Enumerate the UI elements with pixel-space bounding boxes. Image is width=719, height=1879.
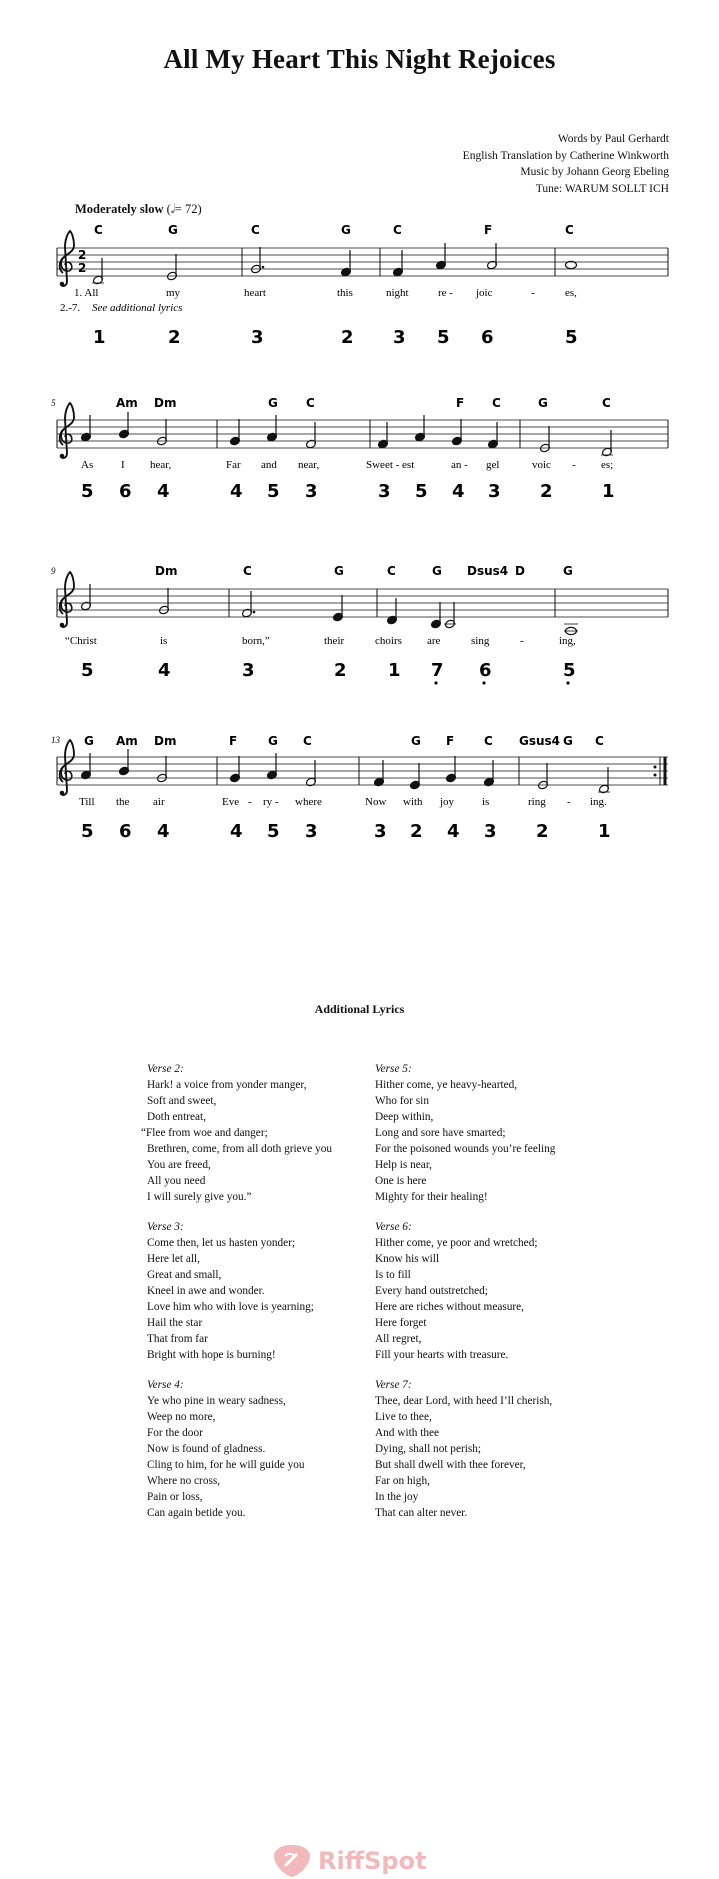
scale-number: 3 xyxy=(393,327,406,348)
verse-line: Is to fill xyxy=(375,1269,411,1281)
scale-number: 4 xyxy=(452,481,465,502)
lyric: gel xyxy=(486,459,500,471)
scale-number: 2 xyxy=(536,821,549,842)
verse-7 xyxy=(375,1377,552,1521)
chord: F xyxy=(484,223,493,237)
lyric: the xyxy=(116,796,130,808)
scale-number: 6 xyxy=(119,481,132,502)
scale-number: 1 xyxy=(602,481,615,502)
chord: Gsus4 xyxy=(519,734,561,748)
verse-line: Pain or loss, xyxy=(147,1491,203,1503)
logo-text: RiffSpot xyxy=(318,1847,427,1875)
chord: Dm xyxy=(154,734,177,748)
lyric: - xyxy=(531,287,535,299)
lyric: es, xyxy=(565,287,577,299)
scale-number: 5 xyxy=(563,660,576,681)
verse-6 xyxy=(375,1219,538,1363)
treble-clef-icon xyxy=(60,403,74,458)
chord: G xyxy=(411,734,421,748)
lyric: I xyxy=(121,459,125,471)
chord: C xyxy=(602,396,611,410)
chord: G xyxy=(432,564,442,578)
scale-number: 3 xyxy=(251,327,264,348)
chord: C xyxy=(306,396,315,410)
measure-number: 9 xyxy=(51,566,56,576)
verse-line: Hail the star xyxy=(147,1317,203,1329)
verse-line: Who for sin xyxy=(375,1095,429,1107)
scale-number: 2 xyxy=(334,660,347,681)
chord: G xyxy=(84,734,94,748)
scale-number: 6 xyxy=(479,660,492,681)
lyric: es; xyxy=(601,459,614,471)
verse-line: Bright with hope is burning! xyxy=(147,1349,276,1361)
scale-number: 1 xyxy=(388,660,401,681)
verse-line: Hark! a voice from yonder manger, xyxy=(147,1079,307,1091)
lyric: re - xyxy=(438,287,453,299)
verse-line: Where no cross, xyxy=(147,1475,221,1487)
verse-line: Thee, dear Lord, with heed I’ll cherish, xyxy=(375,1395,553,1407)
scale-number: 5 xyxy=(415,481,428,502)
measure-number: 5 xyxy=(51,398,56,408)
time-sig-top: 2 xyxy=(78,248,87,262)
system-3 xyxy=(51,564,668,685)
lyric: heart xyxy=(244,287,266,299)
verse-line: You are freed, xyxy=(147,1159,211,1171)
scale-number: 3 xyxy=(484,821,497,842)
chord: C xyxy=(484,734,493,748)
verse-note-text: See additional lyrics xyxy=(92,302,183,314)
verse-line: Live to thee, xyxy=(375,1411,432,1423)
tempo-open-paren: ( xyxy=(166,202,171,216)
lyric: - xyxy=(520,635,524,647)
chord: C xyxy=(387,564,396,578)
tempo-bpm: = 72) xyxy=(174,202,202,216)
lyric: Sweet - est xyxy=(366,459,415,471)
verse-line: For the poisoned wounds you’re feeling xyxy=(375,1143,556,1155)
lyric: - xyxy=(248,796,252,808)
chord: C xyxy=(243,564,252,578)
scale-number: 6 xyxy=(119,821,132,842)
scale-number: 5 xyxy=(565,327,578,348)
scale-number: 6 xyxy=(481,327,494,348)
verse-line: In the joy xyxy=(375,1491,419,1503)
lyric: air xyxy=(153,796,165,808)
verse-label: Verse 7: xyxy=(375,1379,412,1391)
guitar-pick-icon xyxy=(272,1843,312,1879)
scale-number: 3 xyxy=(378,481,391,502)
lyric: joic xyxy=(476,287,493,299)
verse-line: Cling to him, for he will guide you xyxy=(147,1459,305,1471)
verse-3 xyxy=(147,1219,314,1363)
chord: C xyxy=(393,223,402,237)
scale-number: 1 xyxy=(93,327,106,348)
lyric: born,” xyxy=(242,635,270,647)
lyric: As xyxy=(81,459,94,471)
chord: Am xyxy=(116,734,138,748)
lyric: ry - xyxy=(263,796,279,808)
scale-number: 2 xyxy=(168,327,181,348)
chord: G xyxy=(563,564,573,578)
system-2 xyxy=(51,396,668,502)
additional-lyrics-title: Additional Lyrics xyxy=(314,1002,405,1016)
lyric: Now xyxy=(365,796,387,808)
verse-line: Far on high, xyxy=(375,1475,430,1487)
chord: C xyxy=(565,223,574,237)
verse-2 xyxy=(141,1061,333,1205)
chord: Dm xyxy=(154,396,177,410)
chord: C xyxy=(303,734,312,748)
lyric: - xyxy=(572,459,576,471)
verse-label: Verse 5: xyxy=(375,1063,412,1075)
scale-number: 7 xyxy=(431,660,444,681)
lyric: this xyxy=(337,287,353,299)
verse-line: Brethren, come, from all doth grieve you xyxy=(147,1143,333,1155)
verse-line: Kneel in awe and wonder. xyxy=(147,1285,265,1297)
verse-line: Ye who pine in weary sadness, xyxy=(147,1395,286,1407)
verse-line: Great and small, xyxy=(147,1269,222,1281)
lyric: near, xyxy=(298,459,320,471)
lyric: Eve xyxy=(222,796,240,808)
credit-words: Words by Paul Gerhardt xyxy=(557,133,669,145)
verse-line: Come then, let us hasten yonder; xyxy=(147,1237,296,1249)
verse-label: Verse 3: xyxy=(147,1221,184,1233)
treble-clef-icon xyxy=(60,231,74,286)
scale-number: 4 xyxy=(447,821,460,842)
scale-number: 2 xyxy=(410,821,423,842)
lyric: my xyxy=(166,287,181,299)
verse-line: Mighty for their healing! xyxy=(375,1191,488,1203)
chord: G xyxy=(268,734,278,748)
chord: F xyxy=(446,734,455,748)
scale-number: 4 xyxy=(230,481,243,502)
verse-4 xyxy=(147,1377,305,1521)
scale-number: 2 xyxy=(540,481,553,502)
scale-number: 5 xyxy=(81,821,94,842)
scale-number: 4 xyxy=(230,821,243,842)
lyric: and xyxy=(261,459,277,471)
verse-line: Here are riches without measure, xyxy=(375,1301,524,1313)
verse-line: Dying, shall not perish; xyxy=(375,1443,482,1455)
lyric: joy xyxy=(440,796,455,808)
lyric: an - xyxy=(451,459,468,471)
verse-line: Here forget xyxy=(375,1317,427,1329)
treble-clef-icon xyxy=(60,740,74,795)
verse-line: Love him who with love is yearning; xyxy=(147,1301,314,1313)
scale-number: 5 xyxy=(267,821,280,842)
verse-line: All you need xyxy=(147,1175,206,1187)
chord: G xyxy=(268,396,278,410)
scale-number: 3 xyxy=(488,481,501,502)
lyric: choirs xyxy=(375,635,402,647)
chord: Dsus4 xyxy=(467,564,509,578)
lyric: - xyxy=(567,796,571,808)
lyric: night xyxy=(386,287,409,299)
verse-line: All regret, xyxy=(375,1333,422,1345)
verse-line: Soft and sweet, xyxy=(147,1095,217,1107)
verse-line: Can again betide you. xyxy=(147,1507,246,1519)
verse-line: Weep no more, xyxy=(147,1411,216,1423)
verse-line: That from far xyxy=(147,1333,208,1345)
chord: Dm xyxy=(155,564,178,578)
verse-line: For the door xyxy=(147,1427,203,1439)
scale-number: 2 xyxy=(341,327,354,348)
scale-number: 3 xyxy=(305,481,318,502)
scale-number: 4 xyxy=(157,481,170,502)
lyric: with xyxy=(403,796,423,808)
system-4 xyxy=(51,734,668,842)
treble-clef-icon xyxy=(60,572,74,627)
lyric: their xyxy=(324,635,345,647)
lyric: ring xyxy=(528,796,546,808)
scale-number: 5 xyxy=(81,660,94,681)
verse-line: Hither come, ye heavy-hearted, xyxy=(375,1079,518,1091)
verse-line: Every hand outstretched; xyxy=(375,1285,488,1297)
scale-number: 5 xyxy=(437,327,450,348)
time-sig-bottom: 2 xyxy=(78,261,87,275)
verse-line: Fill your hearts with treasure. xyxy=(375,1349,509,1361)
riffspot-logo xyxy=(272,1843,427,1879)
credit-music: Music by Johann Georg Ebeling xyxy=(520,166,669,178)
lyric: is xyxy=(482,796,490,808)
credit-tune: Tune: WARUM SOLLT ICH xyxy=(535,182,669,195)
verse-line: Now is found of gladness. xyxy=(147,1443,266,1455)
scale-number: 3 xyxy=(374,821,387,842)
tempo-text: Moderately slow xyxy=(75,202,164,216)
chord: C xyxy=(94,223,103,237)
verse-note-label: 2.-7. xyxy=(60,302,81,314)
verse-line: One is here xyxy=(375,1175,427,1187)
chord: G xyxy=(538,396,548,410)
verse-line: Deep within, xyxy=(375,1111,434,1123)
verse-line: Hither come, ye poor and wretched; xyxy=(375,1237,538,1249)
half-note-icon: 𝅗𝅥 xyxy=(170,202,175,216)
scale-number: 5 xyxy=(267,481,280,502)
sheet-music xyxy=(0,0,719,860)
chord: C xyxy=(595,734,604,748)
scale-number: 4 xyxy=(157,821,170,842)
chord: C xyxy=(251,223,260,237)
verse-line: But shall dwell with thee forever, xyxy=(375,1459,526,1471)
lyric: Far xyxy=(226,459,241,471)
scale-number: 4 xyxy=(158,660,171,681)
verse-label: Verse 6: xyxy=(375,1221,412,1233)
verse-line: I will surely give you.” xyxy=(147,1191,252,1203)
lyric: Till xyxy=(79,796,95,808)
chord: G xyxy=(334,564,344,578)
verse-line: Know his will xyxy=(375,1253,440,1265)
verse-line: And with thee xyxy=(375,1427,440,1439)
verse-label: Verse 2: xyxy=(147,1063,184,1075)
chord: F xyxy=(229,734,238,748)
scale-number: 3 xyxy=(242,660,255,681)
page-title: All My Heart This Night Rejoices xyxy=(163,44,556,74)
chord: G xyxy=(168,223,178,237)
lyric: 1. All xyxy=(74,287,99,299)
verse-line: Here let all, xyxy=(147,1253,201,1265)
lyric: is xyxy=(160,635,168,647)
chord: Am xyxy=(116,396,138,410)
lyric: sing xyxy=(471,635,490,647)
system-1 xyxy=(57,223,668,348)
verse-line: Help is near, xyxy=(375,1159,432,1171)
lyric: where xyxy=(295,796,322,808)
chord: D xyxy=(515,564,525,578)
verse-line: “Flee from woe and danger; xyxy=(141,1127,268,1139)
scale-number: 1 xyxy=(598,821,611,842)
credit-translation: English Translation by Catherine Winkworth xyxy=(462,149,669,162)
lyric: hear, xyxy=(150,459,172,471)
lyric: voic xyxy=(532,459,551,471)
chord: G xyxy=(341,223,351,237)
chord: C xyxy=(492,396,501,410)
verse-5 xyxy=(375,1061,555,1205)
scale-number: 3 xyxy=(305,821,318,842)
verse-line: Long and sore have smarted; xyxy=(375,1127,506,1139)
measure-number: 13 xyxy=(51,735,60,745)
verse-label: Verse 4: xyxy=(147,1379,184,1391)
lyric: “Christ xyxy=(65,635,97,647)
chord: F xyxy=(456,396,465,410)
verse-line: That can alter never. xyxy=(375,1507,468,1519)
lyric: ing. xyxy=(590,796,607,808)
chord: G xyxy=(563,734,573,748)
scale-number: 5 xyxy=(81,481,94,502)
verse-line: Doth entreat, xyxy=(147,1111,206,1123)
lyric: are xyxy=(427,635,441,647)
lyric: ing, xyxy=(559,635,576,647)
